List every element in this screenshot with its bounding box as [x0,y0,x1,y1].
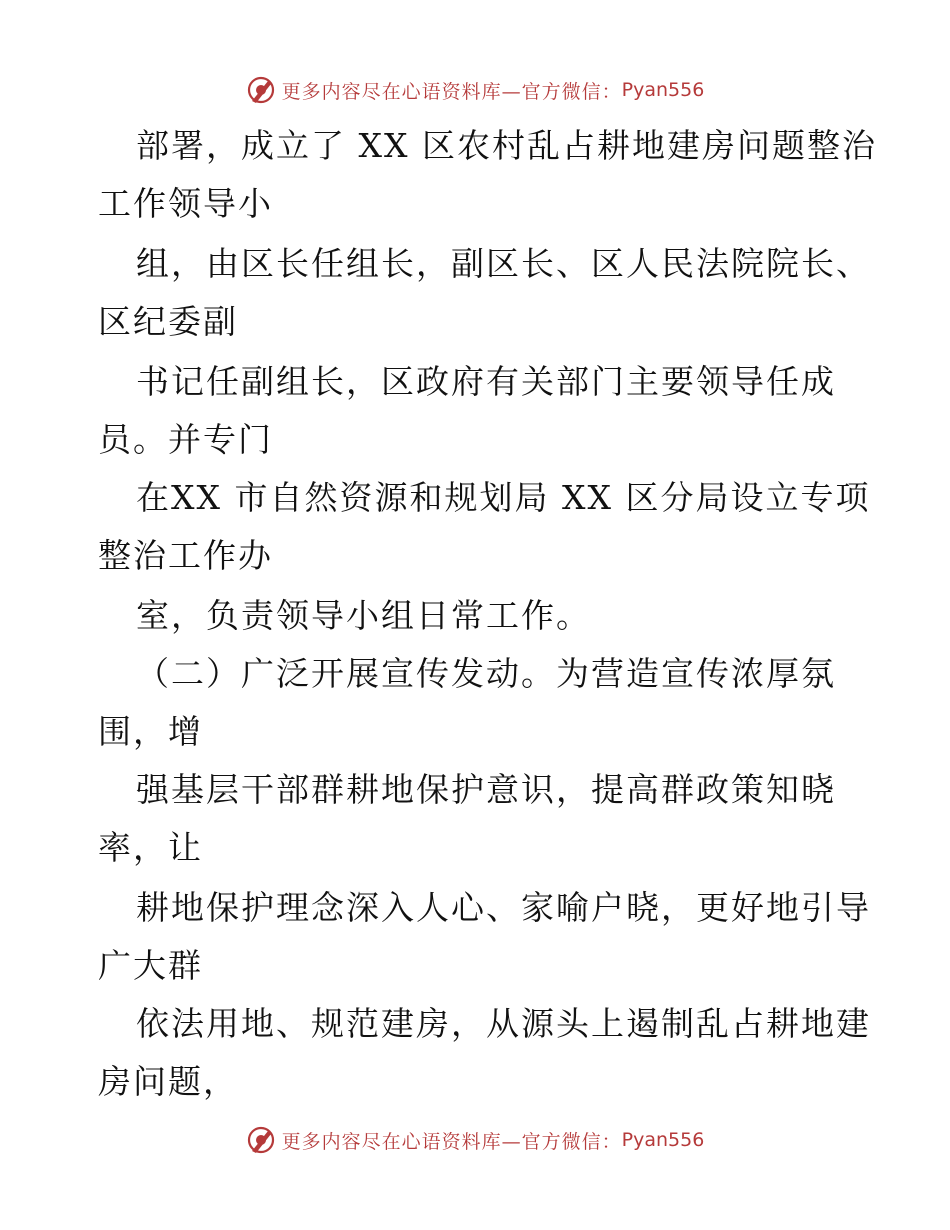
header-banner-text: 更多内容尽在心语资料库—官方微信： [281,80,622,103]
pen-circle-logo-icon [246,75,276,105]
text-line: 区纪委副 [98,302,238,341]
text-line: 房问题， [98,1062,238,1101]
text-line: 整治工作办 [98,536,273,575]
text-line: 围，增 [98,712,203,751]
text-line: 广大群 [98,946,203,985]
footer-banner-wechat: Pyan556 [621,1129,705,1151]
text-line: 组，由区长任组长，副区长、区人民法院院长、 [136,244,871,283]
text-line: 率，让 [98,828,203,867]
text-line: 工作领导小 [98,184,273,223]
text-line: 在XX 市自然资源和规划局 XX 区分局设立专项 [136,478,871,517]
text-line: 依法用地、规范建房，从源头上遏制乱占耕地建 [136,1004,871,1043]
text-line: 耕地保护理念深入人心、家喻户晓，更好地引导 [136,888,871,927]
header-banner-wechat: Pyan556 [621,79,705,101]
text-line: 书记任副组长，区政府有关部门主要领导任成 [136,362,836,401]
text-line: 员。并专门 [98,420,273,459]
header-banner [0,70,950,110]
text-line: （二）广泛开展宣传发动。为营造宣传浓厚氛 [136,654,836,693]
footer-banner-text: 更多内容尽在心语资料库—官方微信： [281,1130,622,1153]
text-line: 强基层干部群耕地保护意识，提高群政策知晓 [136,770,836,809]
pen-circle-logo-icon [246,1125,276,1155]
text-line: 部署，成立了 XX 区农村乱占耕地建房问题整治 [136,126,877,165]
text-line: 室，负责领导小组日常工作。 [136,596,591,635]
footer-banner [0,1120,950,1160]
